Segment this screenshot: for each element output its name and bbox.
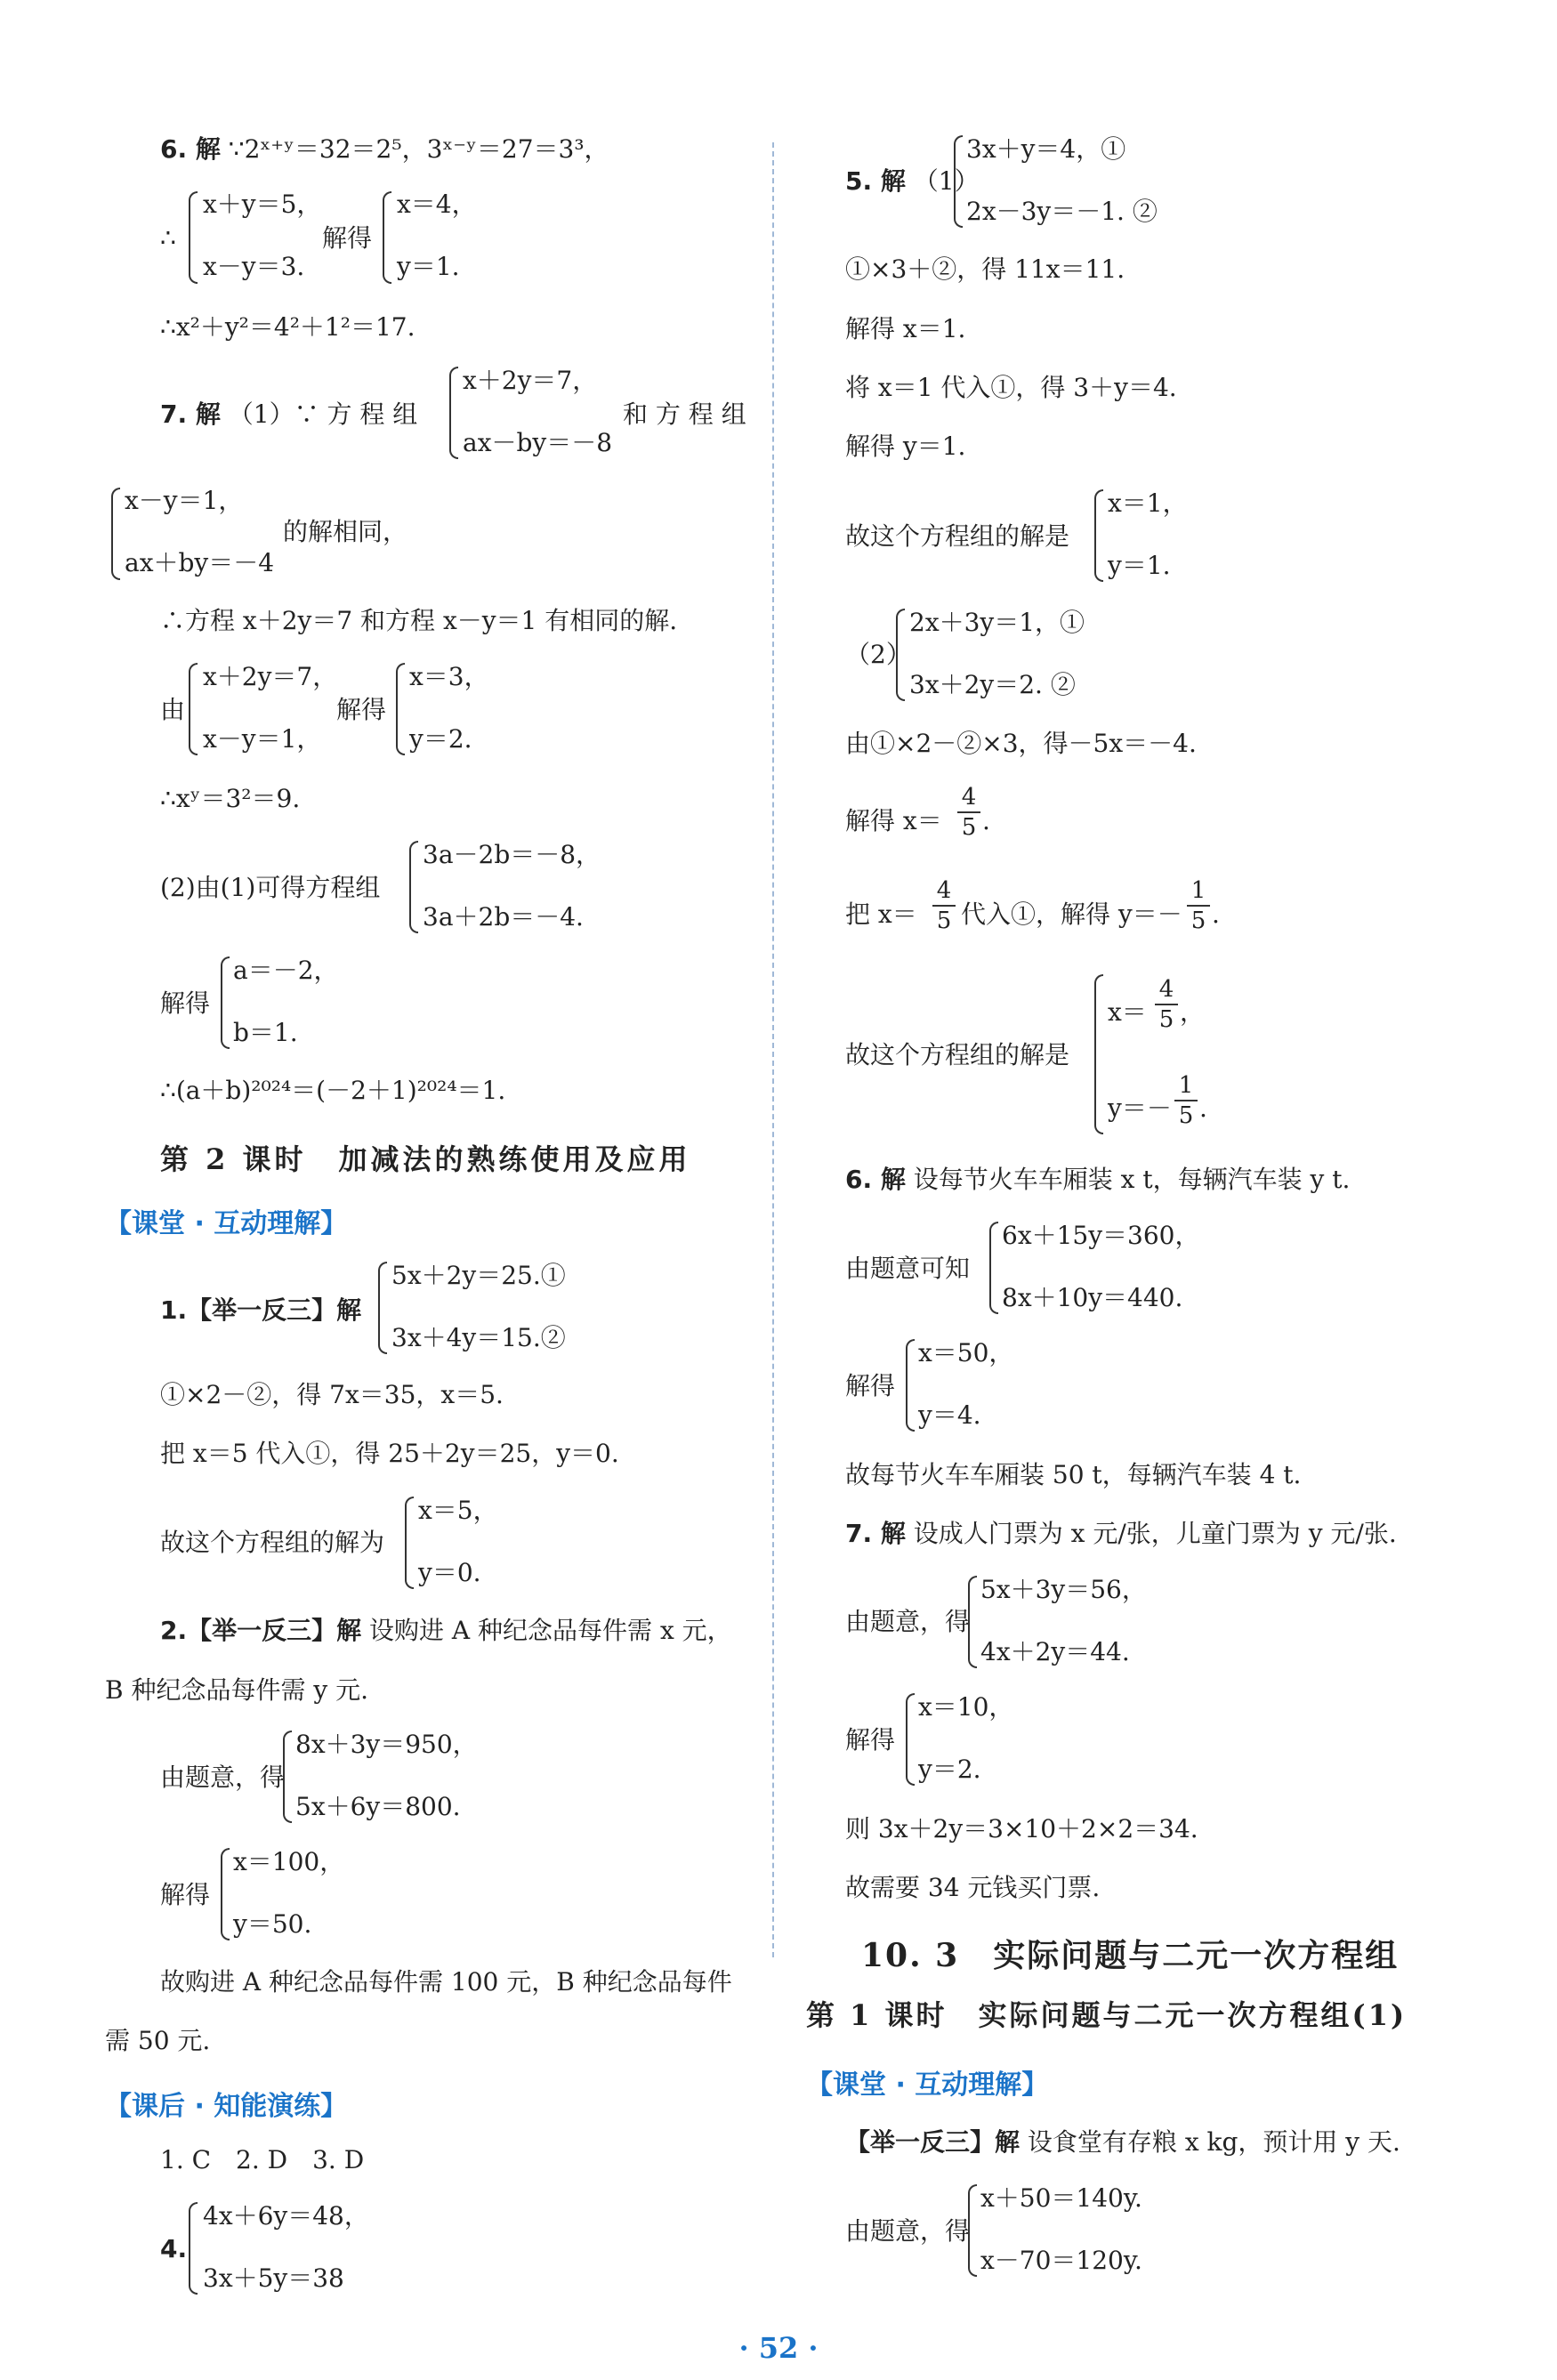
system-eq: 3a＋2b＝－4. [423, 902, 584, 932]
system-eq: x＋y＝5， [203, 190, 322, 219]
system-eq: 3x＋4y＝15.② [391, 1323, 566, 1352]
section-tag: 【课堂 · 互动理解】 [806, 2069, 1049, 2101]
brace [989, 1222, 998, 1314]
fraction [1174, 1073, 1198, 1128]
q4-label-text: 4. [160, 2234, 188, 2263]
section-title: 10. 3 实际问题与二元一次方程组 [861, 1937, 1400, 1974]
fraction [957, 785, 980, 840]
fraction [932, 878, 956, 933]
q7-label: 7. 解 [845, 1519, 906, 1548]
q5-p1: （1） [913, 166, 980, 196]
p7-label: 7. 解 [160, 399, 221, 429]
system-eq: b＝1. [233, 1018, 298, 1047]
q5-l9: 故这个方程组的解是 [845, 1040, 1070, 1069]
system-eq: x＝10， [918, 1692, 1014, 1722]
q-l1: 设食堂有存粮 x kg，预计用 y 天. [1027, 2127, 1400, 2157]
q7-l1: 设成人门票为 x 元/张，儿童门票为 y 元/张. [913, 1519, 1397, 1548]
brace [906, 1339, 915, 1432]
q5-l1: ①×3＋②，得 11x＝11. [845, 254, 1125, 284]
brace [954, 135, 963, 228]
q6-l4: 故每节火车车厢装 50 t，每辆汽车装 4 t. [845, 1460, 1302, 1489]
q5-l8b: 代入①，解得 y＝－ [961, 900, 1182, 929]
q4-label [160, 2233, 187, 2265]
q1-l2: 把 x＝5 代入①，得 25＋2y＝25，y＝0. [160, 1439, 619, 1468]
denominator: 5 [936, 908, 952, 934]
system-eq: x－y＝1， [125, 486, 244, 515]
fraction-bar [1174, 1100, 1198, 1101]
q5-l7: 解得 x＝ [845, 806, 942, 835]
system-eq: 6x＋15y＝360， [1002, 1221, 1200, 1250]
p7-lead: （1）∵ 方 程 组 [228, 399, 418, 429]
system-eq: x＋2y＝7， [203, 662, 338, 691]
q6-line [845, 1164, 1350, 1196]
system-eq: y＝2. [918, 1755, 981, 1784]
system-eq: x＝50， [918, 1338, 1014, 1367]
q6-label: 6. 解 [845, 1165, 906, 1194]
page-number: · 52 · [738, 2331, 819, 2365]
system-eq: x－70＝120y. [980, 2246, 1142, 2275]
q7-l5: 故需要 34 元钱买门票. [845, 1873, 1101, 1902]
q5-p2: （2） [845, 640, 911, 669]
q1-label-text: 1.【举一反三】解 [160, 1295, 362, 1325]
brace [449, 367, 458, 459]
q5-l2: 解得 x＝1. [845, 314, 966, 343]
brace [189, 2202, 198, 2295]
solve-text: 解得 [845, 1371, 896, 1400]
brace [409, 841, 418, 933]
q5-l3: 将 x＝1 代入①，得 3＋y＝4. [845, 373, 1177, 402]
q2-l5: 故购进 A 种纪念品每件需 100 元，B 种纪念品每件 [160, 1967, 732, 1997]
system-eq: y＝4. [918, 1400, 981, 1430]
system-eq: x＝ [1108, 997, 1147, 1027]
system-eq: ax－by＝－8 [463, 428, 613, 457]
system-eq: y＝－ [1108, 1093, 1172, 1123]
q5-l4: 解得 y＝1. [845, 432, 966, 461]
fraction [1187, 878, 1210, 933]
q1-l3: 故这个方程组的解为 [160, 1528, 385, 1557]
q1-l1: ①×2－②，得 7x＝35，x＝5. [160, 1380, 504, 1409]
q2-l1: 设购进 A 种纪念品每件需 x 元， [369, 1616, 732, 1645]
answers: 1. C 2. D 3. D [160, 2145, 365, 2174]
p6-conclusion: ∴x²＋y²＝4²＋1²＝17. [160, 312, 415, 342]
system-eq: 3a－2b＝－8， [423, 840, 601, 869]
q2-label: 2.【举一反三】解 [160, 1616, 362, 1645]
system-eq: 3x＋2y＝2. ② [909, 670, 1076, 699]
period: . [982, 806, 990, 835]
system-eq: x＝4， [397, 190, 477, 219]
section-tag: 【课后 · 知能演练】 [105, 2091, 348, 2122]
system-eq: x＋2y＝7， [463, 366, 598, 395]
system-eq: y＝1. [397, 252, 460, 281]
p7-line2: ∴xʸ＝3²＝9. [160, 784, 301, 813]
numerator: 1 [1178, 1072, 1194, 1099]
numerator: 4 [961, 784, 977, 811]
q6-l2: 由题意可知 [845, 1254, 971, 1283]
solve-text: 解得 [160, 1880, 211, 1909]
q5-l5: 故这个方程组的解是 [845, 521, 1070, 551]
system-eq: a＝－2， [233, 956, 339, 985]
brace [968, 2184, 977, 2277]
system-eq: 5x＋6y＝800. [295, 1792, 461, 1821]
p7-line1: ∴方程 x＋2y＝7 和方程 x－y＝1 有相同的解. [160, 606, 678, 635]
lesson-heading: 第 2 课时 加减法的熟练使用及应用 [160, 1142, 691, 1176]
system-eq: ax＋by＝－4 [125, 548, 275, 577]
brace [896, 609, 905, 701]
system-eq: 3x＋5y＝38 [203, 2263, 344, 2293]
system-eq: 3x＋y＝4，① [966, 134, 1126, 164]
system-eq: 8x＋3y＝950， [295, 1730, 478, 1759]
period: . [1199, 1093, 1207, 1123]
system-eq: x＝5， [418, 1496, 498, 1525]
brace [283, 1731, 292, 1823]
q2-l2: B 种纪念品每件需 y 元. [105, 1675, 368, 1705]
p7-same: 的解相同， [283, 517, 408, 546]
system-eq: 2x＋3y＝1，① [909, 608, 1085, 637]
system-eq: 5x＋2y＝25.① [391, 1261, 566, 1290]
q-l2: 由题意，得 [845, 2216, 971, 2246]
fraction-bar [957, 811, 980, 813]
system-eq: x－y＝1， [203, 724, 322, 754]
brace [189, 191, 198, 284]
system-eq: y＝2. [409, 724, 472, 754]
q7-l2: 由题意，得 [845, 1607, 971, 1636]
system-eq: 2x－3y＝－1. ② [966, 197, 1158, 226]
q2-l6: 需 50 元. [105, 2026, 211, 2055]
brace [906, 1693, 915, 1786]
q5-label: 5. 解 [845, 166, 906, 196]
brace [968, 1576, 977, 1668]
q1-label [160, 1295, 361, 1327]
system-eq: y＝1. [1108, 551, 1171, 580]
system-eq: y＝0. [418, 1558, 481, 1587]
period: . [1212, 900, 1220, 929]
system-eq: 5x＋3y＝56， [980, 1575, 1147, 1604]
p7-part2: (2)由(1)可得方程组 [160, 873, 381, 902]
fraction [1155, 977, 1178, 1032]
solve-text: 解得 [160, 988, 211, 1018]
solve-text: 解得 [845, 1725, 896, 1755]
q2-l3: 由题意，得 [160, 1763, 286, 1792]
therefore-symbol: ∴ [160, 223, 176, 253]
system-eq: x＝100， [233, 1847, 345, 1876]
brace [189, 663, 198, 755]
system-eq: x＝1， [1108, 488, 1188, 518]
denominator: 5 [1190, 908, 1206, 934]
system-eq: 4x＋6y＝48， [203, 2201, 369, 2231]
p7-you: 由 [160, 695, 186, 724]
system-eq: 4x＋2y＝44. [980, 1637, 1130, 1666]
fraction-bar [1187, 905, 1210, 907]
system-eq: y＝50. [233, 1909, 312, 1939]
q-label: 【举一反三】解 [845, 2127, 1021, 2157]
q5-l6: 由①×2－②×3，得－5x＝－4. [845, 729, 1197, 758]
numerator: 1 [1190, 877, 1206, 904]
system-eq: 8x＋10y＝440. [1002, 1283, 1183, 1312]
system-eq: x＋50＝140y. [980, 2183, 1142, 2213]
p7-line3: ∴(a＋b)²⁰²⁴＝(－2＋1)²⁰²⁴＝1. [160, 1076, 506, 1105]
p6-line [160, 133, 609, 165]
comma: ， [1180, 997, 1206, 1027]
solve-text: 解得 [336, 695, 387, 724]
p6-label: 6. 解 [160, 134, 221, 164]
q7-line [845, 1518, 1397, 1550]
brace [378, 1262, 387, 1354]
brace [396, 663, 405, 755]
column-divider [772, 142, 774, 1957]
numerator: 4 [936, 877, 952, 904]
brace [111, 488, 120, 580]
brace [1094, 974, 1103, 1134]
fraction-bar [932, 905, 956, 907]
denominator: 5 [961, 814, 977, 841]
q2-line [160, 1615, 732, 1647]
denominator: 5 [1178, 1102, 1194, 1129]
p6-text: ∵2ˣ⁺ʸ＝32＝2⁵，3ˣ⁻ʸ＝27＝3³， [228, 134, 609, 164]
brace [1094, 489, 1103, 582]
system-eq: x＝3， [409, 662, 489, 691]
q5-l8a: 把 x＝ [845, 900, 917, 929]
lesson-heading: 第 1 课时 实际问题与二元一次方程组(1) [806, 1998, 1408, 2032]
system-eq: x－y＝3. [203, 252, 305, 281]
brace [221, 1848, 230, 1940]
brace [383, 191, 391, 284]
numerator: 4 [1158, 976, 1174, 1003]
solve-text: 解得 [322, 223, 373, 253]
fraction-bar [1155, 1004, 1178, 1005]
q-line [845, 2126, 1400, 2158]
p7-line [160, 399, 417, 431]
brace [405, 1497, 414, 1589]
p7-tail: 和 方 程 组 [623, 399, 746, 429]
denominator: 5 [1158, 1006, 1174, 1033]
brace [221, 956, 230, 1049]
q6-l1: 设每节火车车厢装 x t，每辆汽车装 y t. [913, 1165, 1351, 1194]
q7-l4: 则 3x＋2y＝3×10＋2×2＝34. [845, 1814, 1198, 1843]
section-tag: 【课堂 · 互动理解】 [105, 1208, 348, 1239]
